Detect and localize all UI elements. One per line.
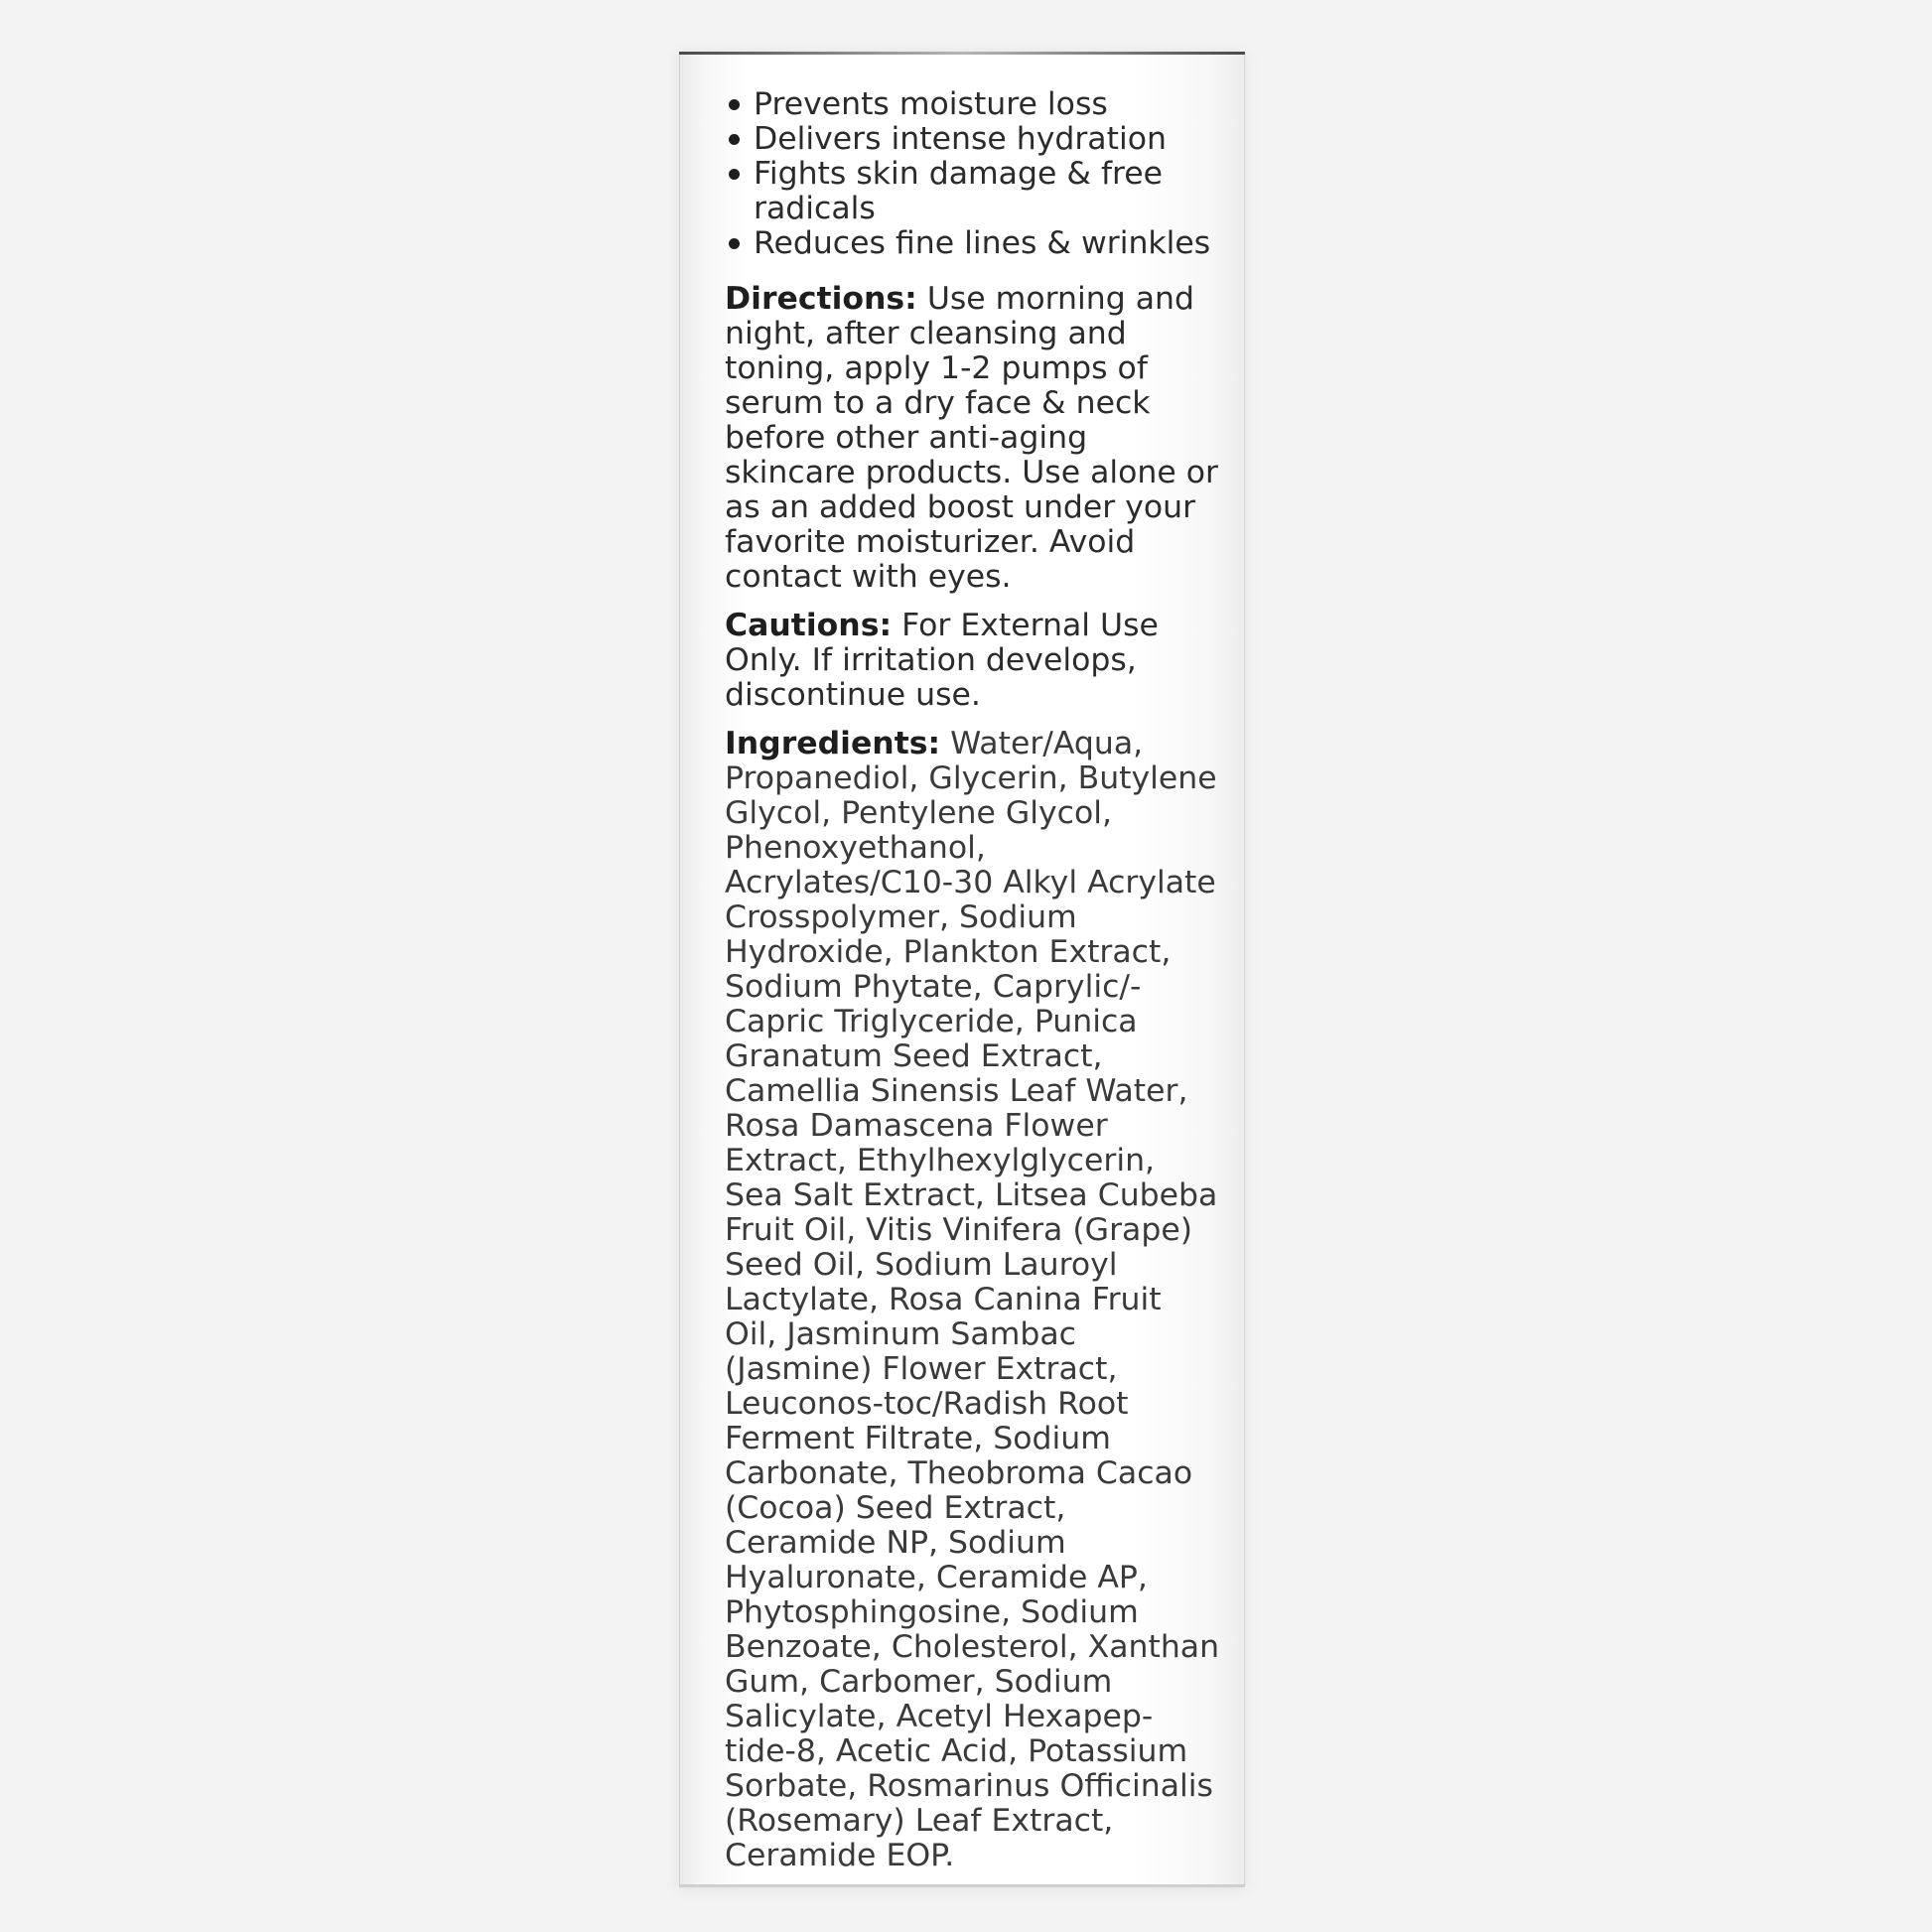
- ingredients-section: [725, 727, 1221, 1873]
- directions-heading: Directions:: [725, 281, 917, 317]
- cautions-text: For External Use Only. If irritation develops, discontinue use.: [725, 608, 1159, 713]
- directions-text: Use morning and night, after cleansing and toning, apply 1-2 pumps of serum to a dry face & neck before other anti-aging skincare products. Use alone or as an added boost under your favorite moisturizer. Avoid contact with eyes.: [725, 281, 1219, 595]
- cautions-heading: Cautions:: [725, 608, 893, 643]
- product-label-text: [725, 87, 1221, 1887]
- benefit-item: Prevents moisture loss: [725, 87, 1221, 122]
- directions-section: [725, 282, 1221, 595]
- ingredients-heading: Ingredients:: [725, 726, 941, 761]
- cautions-section: [725, 609, 1221, 713]
- benefit-item: Delivers intense hydration: [725, 122, 1221, 157]
- ingredients-text: Water/Aqua, Propanediol, Glycerin, Butylene Glycol, Pentylene Glycol, Phenoxyethanol, Acrylates/C10-30 Alkyl Acrylate Crosspolymer, Sodium Hydroxide, Plankton Extract, Sodium Phytate, Caprylic/-Capric Triglyceride, Punica Granatum Seed Extract, Camellia Sinensis Leaf Water, Rosa Damascena Flower Extract, Ethylhexylglycerin, Sea Salt Extract, Litsea Cubeba Fruit Oil, Vitis Vinifera (Grape) Seed Oil, Sodium Lauroyl Lactylate, Rosa Canina Fruit Oil, Jasminum Sambac (Jasmine) Flower Extract, Leuconos-toc/Radish Root Ferment Filtrate, Sodium Carbonate, Theobroma Cacao (Cocoa) Seed Extract, Ceramide NP, Sodium Hyaluronate, Ceramide AP, Phytosphingosine, Sodium Benzoate, Cholesterol, Xanthan Gum, Carbomer, Sodium Salicylate, Acetyl Hexapep-tide-8, Acetic Acid, Potassium Sorbate, Rosmarinus Officinalis (Rosemary) Leaf Extract, Ceramide EOP.: [725, 726, 1220, 1873]
- benefits-list: [725, 87, 1221, 261]
- benefit-item: Reduces fine lines & wrinkles: [725, 226, 1221, 261]
- box-top-edge: [679, 52, 1245, 55]
- benefit-item: Fights skin damage & free radicals: [725, 157, 1221, 226]
